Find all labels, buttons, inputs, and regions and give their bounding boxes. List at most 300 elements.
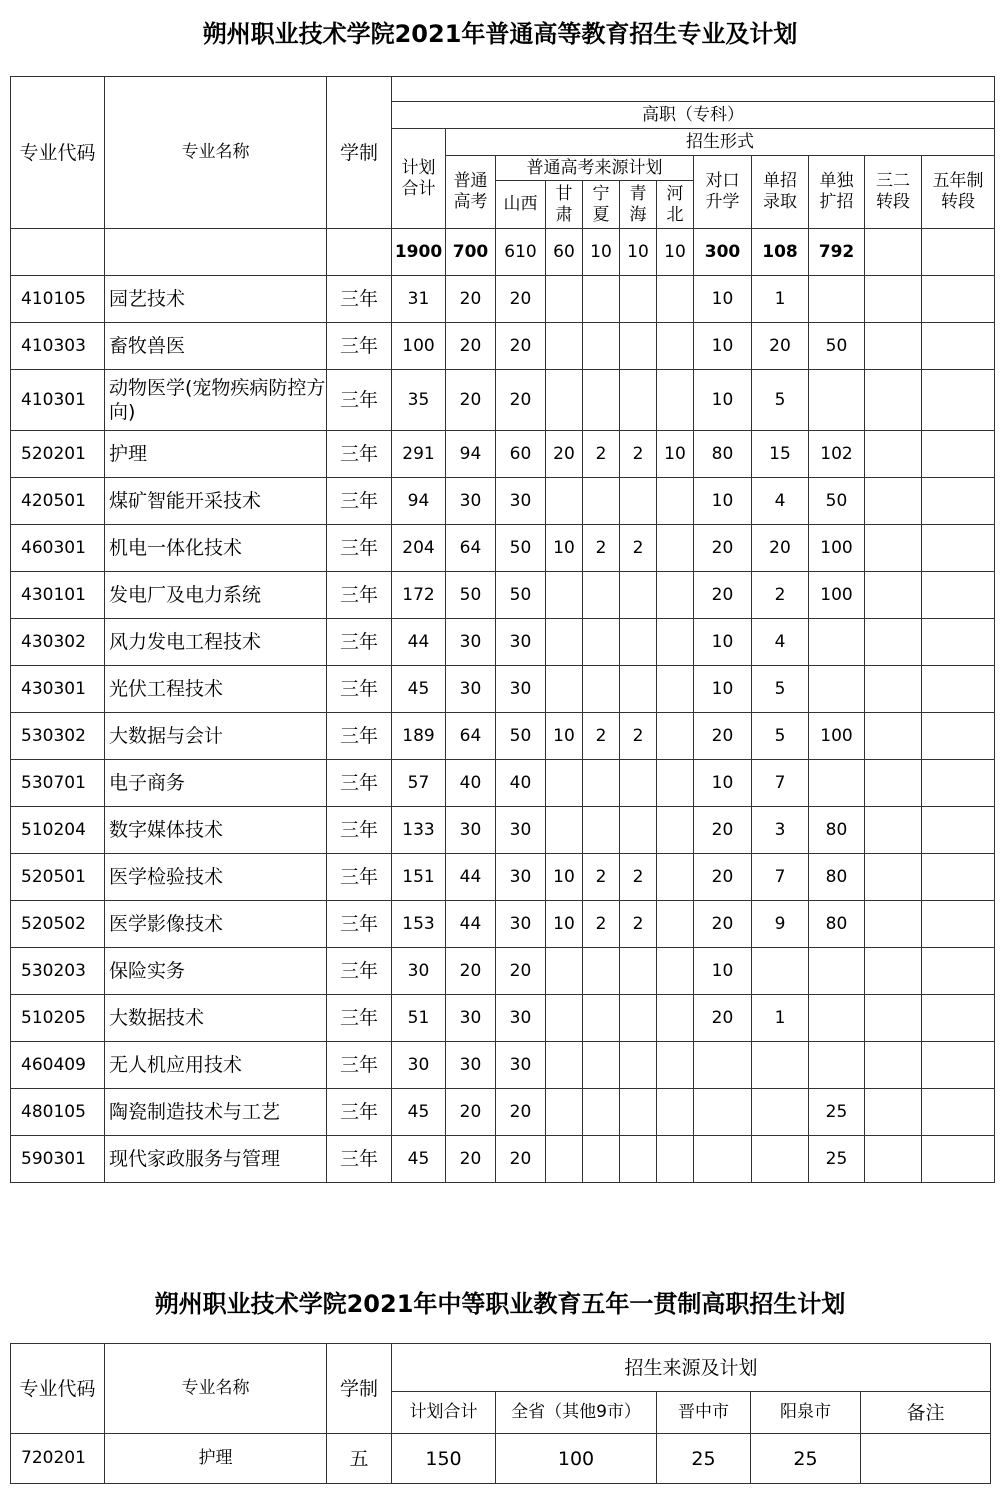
cell-total: 45 [392, 1136, 446, 1183]
cell-sane [865, 807, 922, 854]
cell-sane [865, 619, 922, 666]
cell-sane [865, 1136, 922, 1183]
cell-name: 医学影像技术 [105, 901, 327, 948]
cell-danzhao: 5 [752, 370, 809, 431]
cell-danduo [809, 1042, 865, 1089]
cell-shanxi: 20 [496, 1089, 546, 1136]
header-danduo: 单独扩招 [809, 156, 865, 229]
cell-gansu [546, 619, 583, 666]
cell-duikou: 20 [694, 901, 752, 948]
cell-years: 三年 [327, 619, 392, 666]
cell-code: 460301 [11, 525, 105, 572]
cell-name: 动物医学(宠物疾病防控方向) [105, 370, 327, 431]
cell-code: 430301 [11, 666, 105, 713]
cell-ningxia: 2 [583, 901, 620, 948]
cell-name: 大数据与会计 [105, 713, 327, 760]
cell-shanxi: 30 [496, 619, 546, 666]
cell-jinzhong: 25 [657, 1434, 751, 1484]
header-years: 学制 [327, 77, 392, 229]
table-row [11, 1434, 991, 1484]
cell-gansu: 10 [546, 901, 583, 948]
t2-header-name: 专业名称 [105, 1344, 327, 1434]
cell-duikou: 20 [694, 572, 752, 619]
cell-years: 三年 [327, 276, 392, 323]
cell-wunian [922, 572, 995, 619]
cell-note [861, 1434, 991, 1484]
cell-sane [865, 995, 922, 1042]
table-row [11, 370, 995, 431]
cell-danduo: 50 [809, 323, 865, 370]
cell-shanxi: 30 [496, 478, 546, 525]
cell-ningxia [583, 760, 620, 807]
cell-danzhao: 15 [752, 431, 809, 478]
cell-danduo [809, 760, 865, 807]
cell-gansu [546, 276, 583, 323]
cell-gansu [546, 995, 583, 1042]
cell-wunian [922, 760, 995, 807]
cell-gaokao: 20 [446, 276, 496, 323]
cell-danzhao: 20 [752, 525, 809, 572]
cell-hebei: 10 [657, 431, 694, 478]
cell-danduo [809, 666, 865, 713]
cell-name: 保险实务 [105, 948, 327, 995]
cell-qinghai: 2 [620, 901, 657, 948]
cell-shanxi: 30 [496, 995, 546, 1042]
second-title: 朔州职业技术学院2021年中等职业教育五年一贯制高职招生计划 [154, 1290, 846, 1318]
cell-wunian [922, 948, 995, 995]
cell-sane [865, 525, 922, 572]
cell-gaokao: 30 [446, 1042, 496, 1089]
cell-wunian [922, 901, 995, 948]
cell-years: 三年 [327, 1042, 392, 1089]
cell-code: 590301 [11, 1136, 105, 1183]
table-row [11, 666, 995, 713]
cell-wunian [922, 276, 995, 323]
cell-danzhao: 7 [752, 760, 809, 807]
cell-name: 电子商务 [105, 760, 327, 807]
cell-danzhao: 20 [752, 323, 809, 370]
cell-danduo: 25 [809, 1136, 865, 1183]
cell-code: 410301 [11, 370, 105, 431]
cell-sane [865, 1042, 922, 1089]
cell-gansu: 10 [546, 525, 583, 572]
total-ningxia: 10 [583, 229, 620, 276]
cell-shanxi: 20 [496, 276, 546, 323]
cell-danduo: 102 [809, 431, 865, 478]
header-code: 专业代码 [11, 77, 105, 229]
cell-hebei [657, 995, 694, 1042]
cell-qinghai: 2 [620, 431, 657, 478]
cell-gansu [546, 1089, 583, 1136]
cell-gaokao: 30 [446, 807, 496, 854]
cell-code: 480105 [11, 1089, 105, 1136]
cell-danduo: 25 [809, 1089, 865, 1136]
cell-gaokao: 20 [446, 370, 496, 431]
cell-duikou: 20 [694, 807, 752, 854]
cell-wunian [922, 370, 995, 431]
cell-total: 35 [392, 370, 446, 431]
cell-total: 150 [392, 1434, 496, 1484]
cell-danduo [809, 948, 865, 995]
cell-danduo [809, 995, 865, 1042]
table-row [11, 525, 995, 572]
cell-total: 172 [392, 572, 446, 619]
cell-ningxia [583, 807, 620, 854]
cell-years: 三年 [327, 1136, 392, 1183]
cell-danduo: 100 [809, 572, 865, 619]
cell-name: 陶瓷制造技术与工艺 [105, 1089, 327, 1136]
cell-qinghai [620, 619, 657, 666]
cell-code: 530701 [11, 760, 105, 807]
cell-duikou: 10 [694, 323, 752, 370]
cell-hebei [657, 1042, 694, 1089]
cell-danzhao [752, 1136, 809, 1183]
cell-total: 153 [392, 901, 446, 948]
cell-ningxia: 2 [583, 854, 620, 901]
cell-gansu [546, 1136, 583, 1183]
cell-sane [865, 666, 922, 713]
cell-ningxia [583, 370, 620, 431]
cell-gansu [546, 760, 583, 807]
cell-ningxia [583, 995, 620, 1042]
cell-total: 45 [392, 666, 446, 713]
cell-gaokao: 40 [446, 760, 496, 807]
cell-ningxia [583, 666, 620, 713]
cell-years: 三年 [327, 323, 392, 370]
cell-duikou: 10 [694, 666, 752, 713]
cell-wunian [922, 807, 995, 854]
cell-ningxia [583, 619, 620, 666]
table-row [11, 431, 995, 478]
cell-duikou: 20 [694, 854, 752, 901]
cell-name: 光伏工程技术 [105, 666, 327, 713]
header-total: 计划合计 [392, 129, 446, 229]
cell-gaokao: 94 [446, 431, 496, 478]
five-year-plan-table [10, 1343, 991, 1484]
cell-ningxia [583, 276, 620, 323]
cell-wunian [922, 525, 995, 572]
cell-years: 三年 [327, 478, 392, 525]
cell-total: 291 [392, 431, 446, 478]
total-duikou: 300 [694, 229, 752, 276]
cell-danzhao: 3 [752, 807, 809, 854]
cell-total: 57 [392, 760, 446, 807]
cell-years: 五 [327, 1434, 392, 1484]
cell-wunian [922, 1136, 995, 1183]
cell-sane [865, 276, 922, 323]
cell-duikou: 10 [694, 478, 752, 525]
cell-shanxi: 20 [496, 948, 546, 995]
cell-sane [865, 901, 922, 948]
header-gansu: 甘肃 [546, 181, 583, 229]
cell-danduo: 80 [809, 807, 865, 854]
cell-hebei [657, 713, 694, 760]
table-row [11, 713, 995, 760]
t2-header-years: 学制 [327, 1344, 392, 1434]
cell-years: 三年 [327, 995, 392, 1042]
cell-code: 420501 [11, 478, 105, 525]
table-row [11, 948, 995, 995]
cell-ningxia [583, 572, 620, 619]
table-row [11, 478, 995, 525]
cell-qinghai: 2 [620, 525, 657, 572]
cell-sane [865, 1089, 922, 1136]
cell-ningxia [583, 948, 620, 995]
cell-sane [865, 713, 922, 760]
header-sources: 普通高考来源计划 [496, 156, 694, 181]
header-blank [392, 77, 995, 102]
cell-total: 100 [392, 323, 446, 370]
cell-code: 720201 [11, 1434, 105, 1484]
cell-ningxia [583, 478, 620, 525]
cell-duikou: 10 [694, 370, 752, 431]
cell-code: 510205 [11, 995, 105, 1042]
cell-shanxi: 20 [496, 1136, 546, 1183]
cell-wunian [922, 478, 995, 525]
cell-danzhao: 1 [752, 995, 809, 1042]
cell-gaokao: 20 [446, 948, 496, 995]
cell-qinghai [620, 995, 657, 1042]
table-row [11, 995, 995, 1042]
cell-danzhao: 1 [752, 276, 809, 323]
header-wunian: 五年制转段 [922, 156, 995, 229]
cell-gaokao: 44 [446, 854, 496, 901]
cell-gansu: 10 [546, 854, 583, 901]
cell-wunian [922, 713, 995, 760]
cell-shanxi: 30 [496, 807, 546, 854]
table-row [11, 323, 995, 370]
cell-hebei [657, 666, 694, 713]
cell-gaokao: 64 [446, 525, 496, 572]
cell-code: 520502 [11, 901, 105, 948]
cell-name: 医学检验技术 [105, 854, 327, 901]
cell-code: 510204 [11, 807, 105, 854]
cell-code: 520201 [11, 431, 105, 478]
cell-code: 410303 [11, 323, 105, 370]
cell-danzhao: 4 [752, 478, 809, 525]
cell-sane [865, 854, 922, 901]
cell-gaokao: 64 [446, 713, 496, 760]
header-qinghai: 青海 [620, 181, 657, 229]
cell-name: 现代家政服务与管理 [105, 1136, 327, 1183]
t2-header-total: 计划合计 [392, 1392, 496, 1434]
cell-years: 三年 [327, 370, 392, 431]
cell-gansu: 20 [546, 431, 583, 478]
header-shanxi: 山西 [496, 181, 546, 229]
t2-header-jinzhong: 晋中市 [657, 1392, 751, 1434]
table-row [11, 276, 995, 323]
cell-sane [865, 478, 922, 525]
table-row [11, 854, 995, 901]
total-hebei: 10 [657, 229, 694, 276]
cell-total: 45 [392, 1089, 446, 1136]
cell-code: 430101 [11, 572, 105, 619]
cell-ningxia [583, 1136, 620, 1183]
cell-name: 机电一体化技术 [105, 525, 327, 572]
header-hebei: 河北 [657, 181, 694, 229]
total-danzhao: 108 [752, 229, 809, 276]
t2-header-code: 专业代码 [11, 1344, 105, 1434]
cell-total: 31 [392, 276, 446, 323]
cell-total: 151 [392, 854, 446, 901]
cell-shanxi: 30 [496, 901, 546, 948]
cell-years: 三年 [327, 760, 392, 807]
t2-header-province: 全省（其他9市） [496, 1392, 657, 1434]
cell-duikou: 10 [694, 619, 752, 666]
cell-duikou [694, 1136, 752, 1183]
cell-qinghai [620, 1042, 657, 1089]
cell-gaokao: 50 [446, 572, 496, 619]
cell-shanxi: 50 [496, 525, 546, 572]
cell-total: 189 [392, 713, 446, 760]
cell-gaokao: 30 [446, 666, 496, 713]
cell-shanxi: 20 [496, 323, 546, 370]
cell-shanxi: 50 [496, 713, 546, 760]
cell-danduo: 100 [809, 525, 865, 572]
cell-danzhao: 5 [752, 666, 809, 713]
header-duikou: 对口升学 [694, 156, 752, 229]
cell-shanxi: 60 [496, 431, 546, 478]
cell-gansu [546, 948, 583, 995]
table-row [11, 901, 995, 948]
cell-years: 三年 [327, 901, 392, 948]
cell-hebei [657, 854, 694, 901]
cell-name: 风力发电工程技术 [105, 619, 327, 666]
cell-ningxia [583, 1089, 620, 1136]
cell-name: 园艺技术 [105, 276, 327, 323]
cell-shanxi: 30 [496, 1042, 546, 1089]
cell-code: 430302 [11, 619, 105, 666]
page-title: 朔州职业技术学院2021年普通高等教育招生专业及计划 [202, 20, 798, 48]
cell-sane [865, 760, 922, 807]
cell-duikou: 10 [694, 276, 752, 323]
total-qinghai: 10 [620, 229, 657, 276]
cell-qinghai: 2 [620, 713, 657, 760]
cell-hebei [657, 478, 694, 525]
cell-sane [865, 431, 922, 478]
cell-years: 三年 [327, 572, 392, 619]
cell-qinghai [620, 572, 657, 619]
cell-years: 三年 [327, 525, 392, 572]
cell-name: 护理 [105, 431, 327, 478]
cell-wunian [922, 619, 995, 666]
cell-duikou: 20 [694, 995, 752, 1042]
cell-name: 畜牧兽医 [105, 323, 327, 370]
cell-gaokao: 20 [446, 1136, 496, 1183]
cell-code: 520501 [11, 854, 105, 901]
cell-hebei [657, 572, 694, 619]
cell-shanxi: 20 [496, 370, 546, 431]
cell-name: 发电厂及电力系统 [105, 572, 327, 619]
cell-code: 530203 [11, 948, 105, 995]
cell-qinghai [620, 1136, 657, 1183]
cell-name: 无人机应用技术 [105, 1042, 327, 1089]
cell-hebei [657, 1136, 694, 1183]
cell-years: 三年 [327, 1089, 392, 1136]
cell-wunian [922, 666, 995, 713]
cell-hebei [657, 525, 694, 572]
cell-sane [865, 948, 922, 995]
cell-hebei [657, 901, 694, 948]
cell-duikou: 10 [694, 760, 752, 807]
cell-gansu [546, 807, 583, 854]
cell-danzhao: 2 [752, 572, 809, 619]
table-row [11, 760, 995, 807]
cell-years: 三年 [327, 713, 392, 760]
cell-name: 数字媒体技术 [105, 807, 327, 854]
cell-gaokao: 20 [446, 1089, 496, 1136]
cell-danzhao: 4 [752, 619, 809, 666]
cell-hebei [657, 807, 694, 854]
cell-hebei [657, 760, 694, 807]
total-shanxi: 610 [496, 229, 546, 276]
cell-danduo [809, 619, 865, 666]
cell-hebei [657, 370, 694, 431]
cell-gansu [546, 1042, 583, 1089]
cell-sane [865, 572, 922, 619]
cell-total: 30 [392, 948, 446, 995]
cell-hebei [657, 1089, 694, 1136]
cell-danzhao: 5 [752, 713, 809, 760]
cell-years: 三年 [327, 948, 392, 995]
cell-name: 护理 [105, 1434, 327, 1484]
cell-wunian [922, 1089, 995, 1136]
cell-total: 51 [392, 995, 446, 1042]
cell-qinghai [620, 323, 657, 370]
cell-qinghai [620, 1089, 657, 1136]
t2-header-note: 备注 [861, 1392, 991, 1434]
cell-qinghai [620, 948, 657, 995]
cell-duikou: 20 [694, 525, 752, 572]
cell-shanxi: 30 [496, 854, 546, 901]
cell-qinghai [620, 276, 657, 323]
cell-code: 460409 [11, 1042, 105, 1089]
cell-qinghai [620, 370, 657, 431]
table-row [11, 619, 995, 666]
cell-danduo: 80 [809, 901, 865, 948]
cell-qinghai [620, 807, 657, 854]
cell-ningxia: 2 [583, 525, 620, 572]
header-gaokao: 普通高考 [446, 156, 496, 229]
cell-wunian [922, 854, 995, 901]
cell-gansu [546, 572, 583, 619]
cell-code: 410105 [11, 276, 105, 323]
cell-years: 三年 [327, 807, 392, 854]
cell-danzhao: 9 [752, 901, 809, 948]
cell-danzhao [752, 948, 809, 995]
cell-name: 大数据技术 [105, 995, 327, 1042]
cell-name: 煤矿智能开采技术 [105, 478, 327, 525]
cell-total: 204 [392, 525, 446, 572]
cell-total: 133 [392, 807, 446, 854]
cell-gaokao: 30 [446, 995, 496, 1042]
cell-danduo: 80 [809, 854, 865, 901]
cell-duikou: 80 [694, 431, 752, 478]
cell-shanxi: 30 [496, 666, 546, 713]
cell-qinghai [620, 760, 657, 807]
totals-row [11, 229, 995, 276]
cell-gaokao: 30 [446, 619, 496, 666]
cell-danzhao [752, 1042, 809, 1089]
cell-gaokao: 20 [446, 323, 496, 370]
cell-duikou [694, 1042, 752, 1089]
cell-gansu [546, 370, 583, 431]
cell-province: 100 [496, 1434, 657, 1484]
cell-hebei [657, 276, 694, 323]
cell-wunian [922, 431, 995, 478]
cell-total: 30 [392, 1042, 446, 1089]
table-row [11, 572, 995, 619]
